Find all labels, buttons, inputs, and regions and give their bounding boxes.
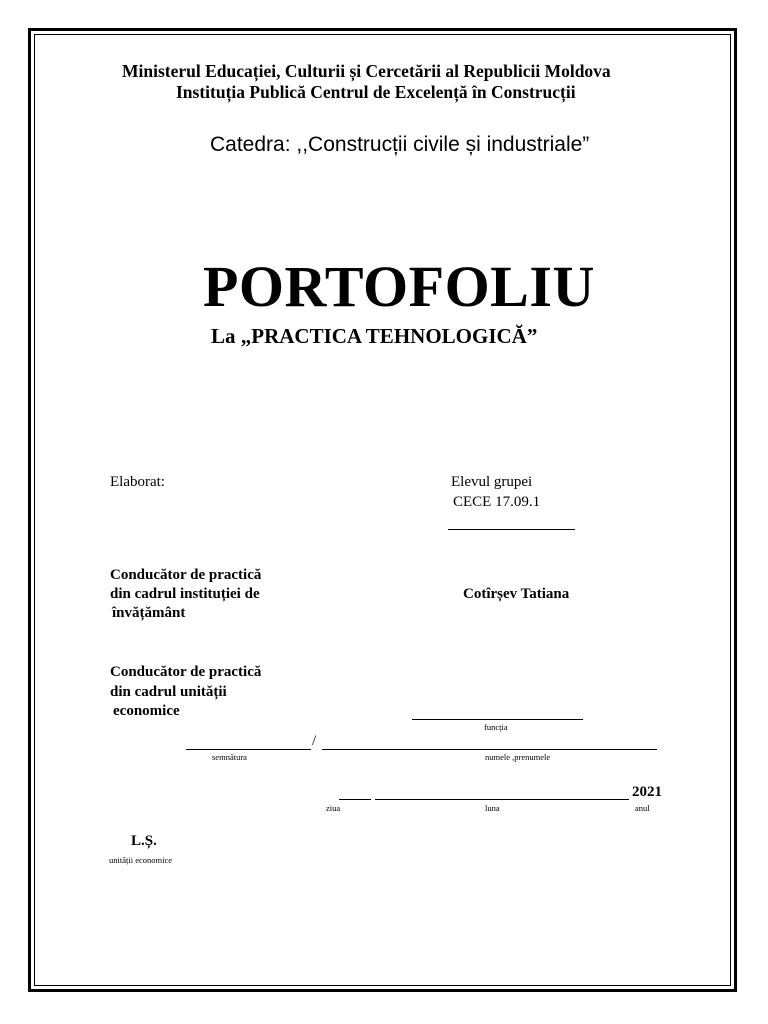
stamp-label: L.Ș. xyxy=(131,833,157,849)
full-name-line xyxy=(322,749,657,750)
document-subtitle: La „PRACTICA TEHNOLOGICĂ” xyxy=(211,324,538,348)
stamp-caption: unității economice xyxy=(109,855,173,865)
student-group-code: CECE 17.09.1 xyxy=(453,494,541,510)
signature-slash: / xyxy=(312,733,317,749)
signature-caption: semnătura xyxy=(212,752,247,762)
document-title: PORTOFOLIU xyxy=(203,254,595,319)
supervisor-economic-label-2: din cadrul unității xyxy=(110,684,227,700)
supervisor-institution-label-2: din cadrul instituției de xyxy=(110,586,260,602)
supervisor-economic-label-3: economice xyxy=(113,703,180,719)
signature-line xyxy=(186,749,311,750)
day-caption: ziua xyxy=(326,803,341,813)
year-caption: anul xyxy=(635,803,650,813)
supervisor-economic-label-1: Conducător de practică xyxy=(110,664,262,680)
catedra-heading: Catedra: ,,Construcții civile și industriale” xyxy=(210,133,590,156)
institution-heading: Instituția Publică Centrul de Excelență în Construcții xyxy=(176,82,576,102)
student-name-line xyxy=(448,529,575,530)
supervisor-institution-name: Cotîrșev Tatiana xyxy=(463,586,570,602)
function-caption: funcția xyxy=(484,722,508,732)
full-name-caption: numele ,prenumele xyxy=(485,752,551,762)
month-line xyxy=(375,799,629,800)
ministry-heading: Ministerul Educației, Culturii și Cercetării al Republicii Moldova xyxy=(122,61,611,81)
year-value: 2021 xyxy=(632,784,662,800)
day-line xyxy=(339,799,371,800)
month-caption: luna xyxy=(485,803,500,813)
student-group-label: Elevul grupei xyxy=(451,474,533,490)
elaborat-label: Elaborat: xyxy=(110,474,165,490)
supervisor-institution-label-1: Conducător de practică xyxy=(110,567,262,583)
function-line xyxy=(412,719,583,720)
supervisor-institution-label-3: învățământ xyxy=(112,605,186,621)
